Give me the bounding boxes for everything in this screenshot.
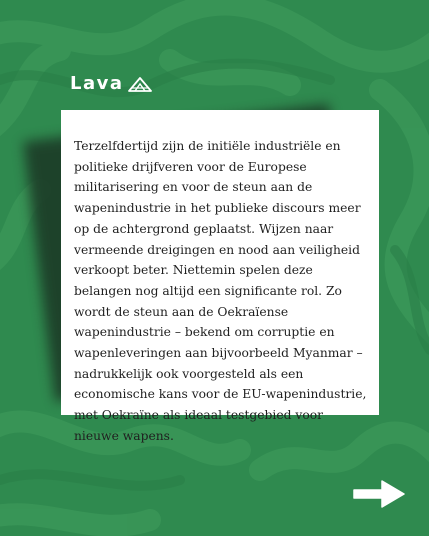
arrow-right-icon[interactable] — [352, 478, 406, 510]
card-body-text: Terzelfdertijd zijn de initiële industriële en politieke drijfveren voor de Europese militarisering en voor de steun aan de wapenindustrie in het publieke discours meer op de achtergrond geplaatst. Wijzen naar vermeende dreigingen en nood aan veiligheid verkoopt beter. Niettemin spelen deze belangen nog altijd een significante rol. Zo wordt de steun aan de Oekraïense wapenindustrie – bekend om corruptie en wapenleveringen aan bijvoorbeeld Myanmar – nadrukkelijk ook voorgesteld als een economische kans voor de EU-wapenindustrie, met Oekraïne als ideaal testgebied voor nieuwe wapens. — [74, 139, 367, 443]
mountain-icon — [128, 76, 152, 92]
logo-text: Lava — [70, 73, 124, 94]
logo — [70, 74, 152, 94]
text-card — [61, 110, 379, 443]
